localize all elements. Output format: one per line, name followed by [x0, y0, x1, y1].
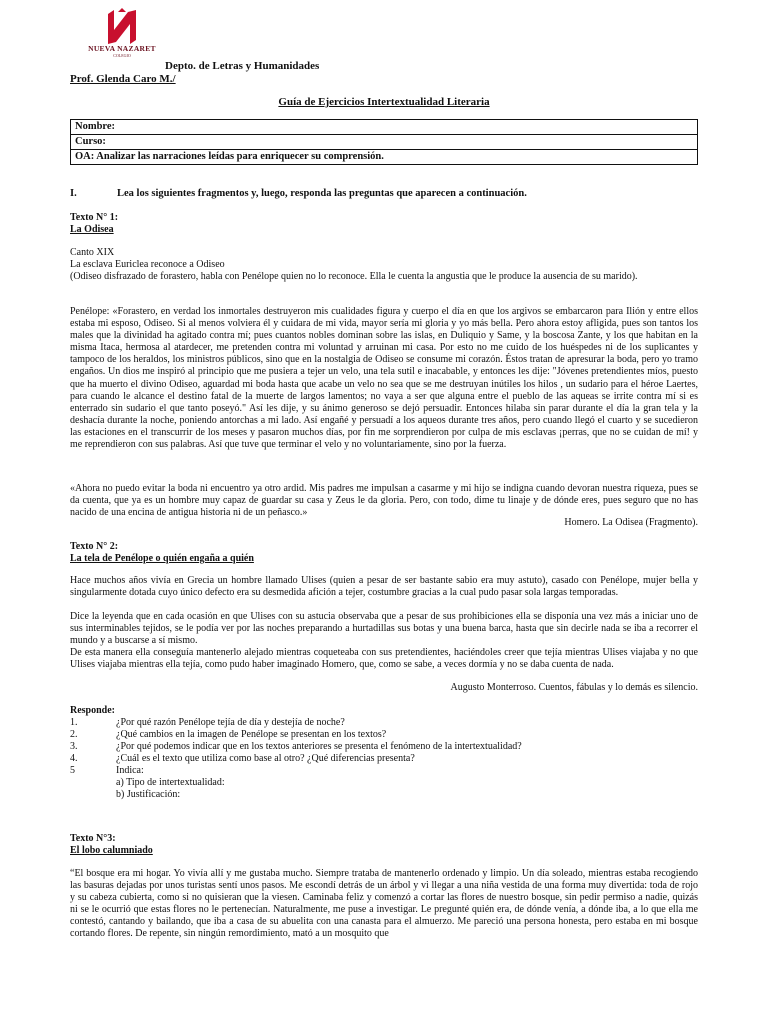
course-field[interactable]: Curso:: [71, 135, 698, 150]
sub-question-b: b) Justificación:: [116, 789, 181, 800]
texto2-paragraph-3: De esta manera ella conseguía mantenerlo alejado mientras coqueteaba con sus pretendientes, haciéndoles creer que tejía mientras Ulises viajaba y no que Ulises viajaba mientras ella tejía, como pudo haber imaginado Homero, que, como se sabe, a veces dormía y no se daba cuenta de nada.: [70, 647, 698, 670]
texto2-label: Texto N° 2:: [70, 541, 119, 552]
texto3-paragraph-1: “El bosque era mi hogar. Yo vivía allí y me gustaba mucho. Siempre trataba de mantenerlo ordenado y limpio. Un día soleado, mientras estaba recogiendo las basuras dejadas por unos turistas sentí unos pasos. Me escondí detrás de un árbol y vi llegar a una niña vestida de una forma muy divertida: toda de rojo y su cabeza cubierta, como si no quisieran que la viesen. Caminaba feliz y comenzó a cortar las flores de nuestro bosque, sin pedir permiso a nadie, quizás ni se le ocurrió que estas flores no le pertenecían. Naturalmente, me puse a investigar. Le pregunté quién era, de dónde venía, a dónde iba, a lo que ella me contestó, cantando y bailando, que iba a casa de su abuelita con una canasta para el almuerzo. Me pareció una persona honesta, pero estaba en mi bosque cortando flores. De repente, sin ningún remordimiento, mató a un mosquito que: [70, 868, 698, 939]
texto3-title: El lobo calumniado: [70, 845, 153, 856]
department: Depto. de Letras y Humanidades: [165, 60, 320, 72]
sub-question-a: a) Tipo de intertextualidad:: [116, 777, 225, 788]
canto: Canto XIX: [70, 247, 115, 258]
question-item: 2. ¿Qué cambios en la imagen de Penélope se presentan en los textos?: [70, 729, 387, 740]
questions-block: [70, 705, 698, 801]
texto3-label: Texto N°3:: [70, 833, 116, 844]
section-number: I.: [70, 188, 77, 199]
school-logo: [82, 8, 162, 66]
section-text: Lea los siguientes fragmentos y, luego, responda las preguntas que aparecen a continuación.: [117, 188, 527, 199]
student-info-table: [70, 119, 698, 165]
texto2-title: La tela de Penélope o quién engaña a quién: [70, 553, 254, 564]
professor: Prof. Glenda Caro M./: [70, 73, 176, 85]
texto1-source: Homero. La Odisea (Fragmento).: [564, 517, 698, 528]
texto3-heading: [70, 833, 698, 857]
objective-row: OA: Analizar las narraciones leídas para enriquecer su comprensión.: [71, 150, 698, 165]
canto-subtitle: La esclava Euriclea reconoce a Odiseo: [70, 259, 225, 270]
nazaret-n-icon: [100, 8, 144, 46]
section-instruction: [70, 188, 698, 200]
logo-name: NUEVA NAZARET: [88, 44, 156, 53]
question-item: 5 Indica:: [70, 765, 144, 776]
name-field[interactable]: Nombre:: [71, 120, 698, 135]
texto1-paragraph-2: «Ahora no puedo evitar la boda ni encuentro ya otro ardid. Mis padres me impulsan a casarme y mi hijo se indigna cuando devoran nuestra riqueza, pues se da cuenta, que ya es un hombre muy capaz de guardar su casa y Zeus le da gloria. Pero, con todo, dime tu linaje y de dónde eres, pues seguro que no has nacido de una encina de antigua historia ni de un peñasco.»: [70, 483, 698, 518]
texto2-heading: [70, 541, 698, 565]
texto1-body: [70, 247, 698, 283]
question-item: 4. ¿Cuál es el texto que utiliza como base al otro? ¿Qué diferencias presenta?: [70, 753, 415, 764]
texto1-paragraph-1: Penélope: «Forastero, en verdad los inmortales destruyeron mis cualidades figura y cuerpo el día en que los argivos se embarcaron para Ilión y entre ellos estaba mi esposo, Odiseo. Si al menos volviera él y cuidara de mi vida, mayor sería mi gloria y yo más bella. Pero ahora estoy afligida, pues son tantos los males que la divinidad ha agitado contra mí; pues cuantos nobles dominan sobre las islas, en Duliquio y Same, y la boscosa Zante, y los que habitan en la misma Itaca, hermosa al atardecer, me pretenden contra mi voluntad y arruinan mi casa. Por esto no me cuido de los huéspedes ni de los suplicantes y tampoco de los heraldos, los ministros públicos, sino que en la nostalgia de Odiseo se consume mi corazón. Éstos tratan de apresurar la boda, pero yo tramo engaños. Un dios me inspiró al principio que me pusiera a tejer un velo, una tela sutil e inacabable, y entonces les dije: "Jóvenes pretendientes míos, puesto que ha muerto el divino Odiseo, aguardad mi boda hasta que acabe un velo no sea que se me destruyan inútiles los hilos , un sudario para el héroe Laertes, para cuando le alcance el destino fatal de la muerte de largos lamentos; no vaya a ser que alguna entre el pueblo de las aqueas se irrite contra mí si es enterrado sin sudario el que tanto poseyó." Así les dije, y su ánimo generoso se dejó persuadir. Entonces hilaba sin parar durante el día la gran tela y la deshacía durante la noche, poniendo antorchas a mi lado. Así engañé y persuadí a los aqueos durante tres años, pero cuando llegó el cuarto y se sucedieron las estaciones en el transcurrir de los meses y pasaron muchos días, por fin me sorprendieron por culpa de mis esclavas ¡perras, que no se cuidan de mí! y me reprendieron con sus palabras. Así que tuve que terminar el velo y no voluntariamente, sino por la fuerza.: [70, 306, 698, 451]
texto1-block: [70, 212, 698, 236]
texto1-intro: (Odiseo disfrazado de forastero, habla con Penélope quien no lo reconoce. Ella le cuenta la angustia que le produce la ausencia de su marido).: [70, 271, 638, 282]
texto1-title: La Odisea: [70, 224, 114, 235]
texto2-paragraph-2: Dice la leyenda que en cada ocasión en que Ulises con su astucia observaba que a pesar de sus prohibiciones ella se disponía una vez más a iniciar uno de sus interminables tejidos, se le podía ver por las noches preparando a hurtadillas sus botas y una buena barca, hasta que sin decirle nada se iba a recorrer el mundo y a buscarse a sí mismo.: [70, 611, 698, 646]
logo-subtitle: COLEGIO: [113, 53, 131, 58]
texto2-paragraph-1: Hace muchos años vivía en Grecia un hombre llamado Ulises (quien a pesar de ser bastante sabio era muy astuto), casado con Penélope, mujer bella y singularmente dotada cuyo único defecto era su desmedida afición a tejer, costumbre gracias a la cual pudo pasar sola largas temporadas.: [70, 575, 698, 598]
responde-label: Responde:: [70, 705, 116, 716]
question-item: 1. ¿Por qué razón Penélope tejía de día y destejía de noche?: [70, 717, 345, 728]
question-item: 3. ¿Por qué podemos indicar que en los textos anteriores se presenta el fenómeno de la intertextualidad?: [70, 741, 522, 752]
guide-title: Guía de Ejercicios Intertextualidad Literaria: [278, 96, 490, 108]
texto2-source: Augusto Monterroso. Cuentos, fábulas y lo demás es silencio.: [450, 682, 698, 693]
texto1-label: Texto N° 1:: [70, 212, 119, 223]
